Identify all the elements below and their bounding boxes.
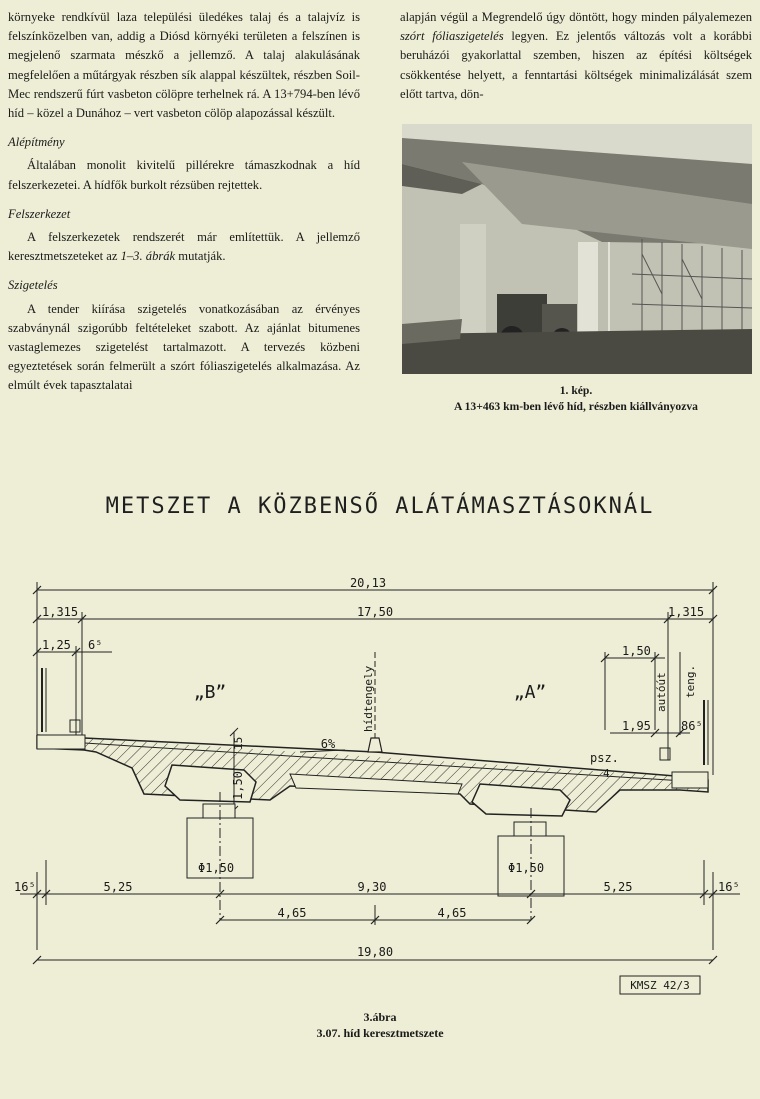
heading-felszerkezet: Felszerkezet xyxy=(8,206,71,221)
dim-right-195: 1,95 xyxy=(622,719,651,733)
paragraph-soil: környeke rendkívül laza települési üledékes talaj és a talajvíz is felszínközelben van, addig a Diósd környéki területen a felszínen is megjelenő szarmata mészkő a jellemző. A talaj alakulásának megfelelően a műtárgyak részben sík alappal készültek, részben Soil-Mec rendszerű fúrt vasbeton cölöpre terhelnek rá. A 13+794-ben lévő híd – közel a Dunához – vert vasbeton cölöp alapozással készült. xyxy=(8,10,360,121)
heading-alepitmeny: Alépítmény xyxy=(8,135,65,150)
photo-caption-text: A 13+463 km-ben lévő híd, részben kiállványozva xyxy=(454,400,698,413)
dim-kerb: 6⁵ xyxy=(88,638,103,652)
decision-text-b: legyen. Ez jelentős változás volt a korábbi beruházói gyakorlattal szemben, hiszen az építési költségek csökkentése helyett, a fenntartási költségek minimalizálását szem előtt tartva, dön- xyxy=(400,29,752,101)
dim-edge-right: 16⁵ xyxy=(718,880,740,894)
dim-base-width: 19,80 xyxy=(356,945,394,959)
paragraph-szigeteles: A tender kiírása szigetelés vonatkozásában az érvényes szabványnál szigorúbb feltételeket szabott. Az ajánlat bitumenes vastaglemezes szigetelést tartalmazott. A tervezés közbeni egyeztetések során felmerült a szórt fóliaszigetelés alkalmazása. Az elmúlt évek tapasztalatai xyxy=(8,301,360,393)
dim-right-150: 1,50 xyxy=(622,644,651,658)
felszerkezet-text-b: mutatják. xyxy=(175,249,226,264)
figure-caption-text: 3.07. híd keresztmetszete xyxy=(316,1026,444,1040)
dim-cantilever-right: 1,315 xyxy=(668,605,705,619)
right-text-column xyxy=(400,8,752,104)
label-psz: psz. xyxy=(590,751,619,765)
paragraph-alepitmeny: Általában monolit kivitelű pillérekre támaszkodnak a híd felszerkezetei. A hídfők burkolt rézsüben rejtettek. xyxy=(8,158,360,192)
drawing-stamp: KMSZ 42/3 xyxy=(630,979,690,992)
figure-caption-number: 3.ábra xyxy=(363,1010,397,1024)
dim-half-left: 4,65 xyxy=(277,906,307,920)
lane-label-a: „A” xyxy=(513,682,547,703)
dim-cantilever-left: 1,315 xyxy=(42,605,79,619)
lane-label-b: „B” xyxy=(193,682,227,703)
felszerkezet-text-a: A felszerkezetek rendszerét már említettük. A jellemző keresztmetszeteket az xyxy=(8,230,360,264)
cross-section-drawing xyxy=(0,560,760,1005)
figure-caption xyxy=(0,1009,760,1041)
drawing-title: METSZET A KÖZBENSŐ ALÁTÁMASZTÁSOKNÁL xyxy=(105,494,655,519)
dim-span-left: 5,25 xyxy=(103,880,133,894)
dim-edge-left: 16⁵ xyxy=(14,880,36,894)
dim-deck-top: 15 xyxy=(232,736,245,750)
dim-walkway: 1,25 xyxy=(42,638,71,652)
emphasis-foil: szórt fóliaszigetelés xyxy=(400,29,504,44)
slope-label: 6% xyxy=(320,737,336,751)
pier-dia-left: Φ1,50 xyxy=(198,861,235,875)
dim-right-86: 86⁵ xyxy=(681,719,703,733)
photo-caption-number: 1. kép. xyxy=(559,384,593,397)
label-autout: autóút xyxy=(655,672,668,712)
paragraph-felszerkezet xyxy=(8,228,360,266)
dim-span-right: 5,25 xyxy=(603,880,633,894)
axis-label: hídtengely xyxy=(362,665,375,732)
dim-half-right: 4,65 xyxy=(437,906,467,920)
left-text-column xyxy=(8,8,360,396)
photo-caption xyxy=(400,383,752,415)
bridge-photo xyxy=(402,124,752,374)
label-psz-4: 4 xyxy=(603,767,610,780)
decision-text-a: alapján végül a Megrendelő úgy döntött, hogy minden pályalemezen xyxy=(400,10,752,24)
dim-span-mid: 9,30 xyxy=(357,880,387,894)
dim-deck-width: 17,50 xyxy=(356,605,394,619)
dim-deck-depth: 1,50 xyxy=(231,771,245,800)
pier-dia-right: Φ1,50 xyxy=(508,861,545,875)
heading-szigeteles: Szigetelés xyxy=(8,278,58,293)
paragraph-decision xyxy=(400,8,752,104)
dim-overall-width: 20,13 xyxy=(349,576,387,590)
figure-reference: 1–3. ábrák xyxy=(120,249,176,264)
label-teng: teng. xyxy=(684,664,697,698)
